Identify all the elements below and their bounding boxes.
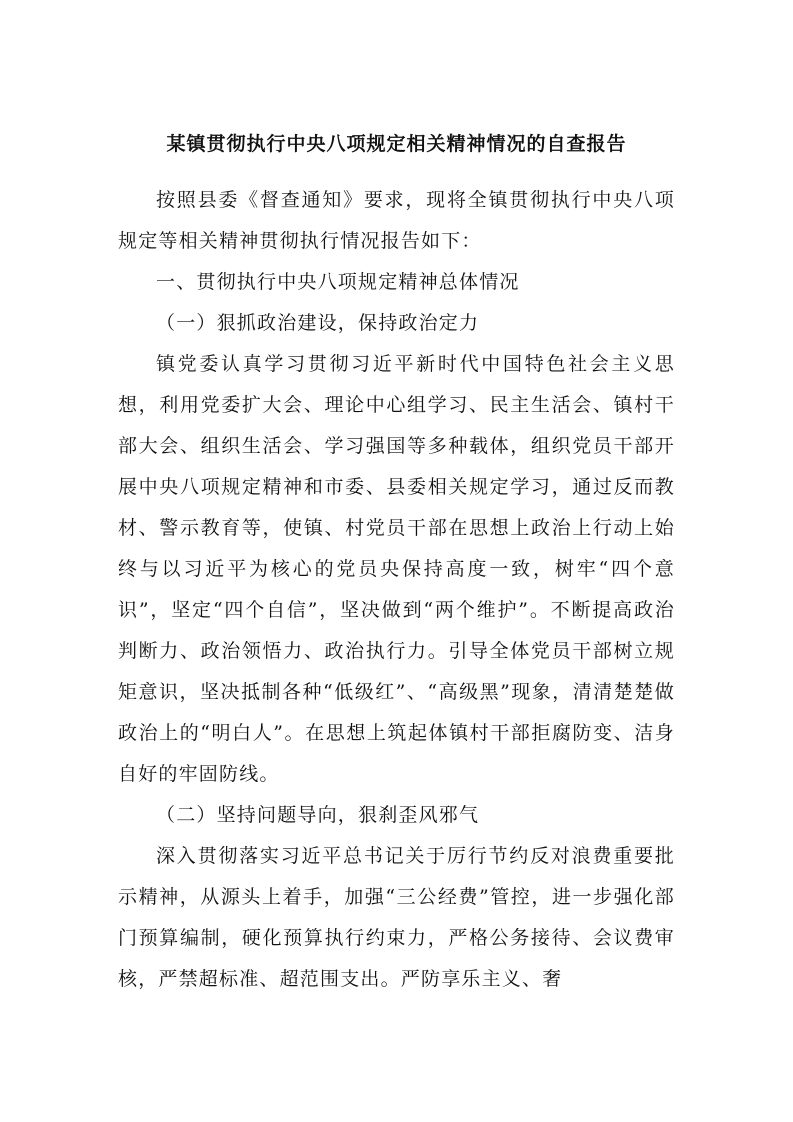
section-1-heading: 一、贯彻执行中央八项规定精神总体情况 <box>156 271 520 293</box>
intro-paragraph: 按照县委《督查通知》要求，现将全镇贯彻执行中央八项规定等相关精神贯彻执行情况报告如下： <box>118 189 675 252</box>
subsection-1-heading: （一）狠抓政治建设，保持政治定力 <box>156 312 480 334</box>
document-title: 某镇贯彻执行中央八项规定相关精神情况的自查报告 <box>166 133 627 155</box>
subsection-1-body: 镇党委认真学习贯彻习近平新时代中国特色社会主义思想，利用党委扩大会、理论中心组学习、民主生活会、镇村干部大会、组织生活会、学习强国等多种载体，组织党员干部开展中央八项规定精神和市委、县委相关规定学习，通过反而教材、警示教育等，使镇、村党员干部在思想上政治上行动上始终与以习近平为核心的党员央保持高度一致，树牢“四个意识”，坚定“四个自信”，坚决做到“两个维护”。不断提高政治判断力、政治领悟力、政治执行力。引导全体党员干部树立规矩意识，坚决抵制各种“低级红”、“高级黑”现象，清清楚楚做政治上的“明白人”。在思想上筑起体镇村干部拒腐防变、洁身自好的牢固防线。 <box>118 353 675 785</box>
subsection-2-body: 深入贯彻落实习近平总书记关于厉行节约反对浪费重要批示精神，从源头上着手，加强“三公经费”管控，进一步强化部门预算编制，硬化预算执行约束力，严格公务接待、会议费审核，严禁超标准、超范围支出。严防享乐主义、奢 <box>118 845 675 990</box>
subsection-2-heading: （二）坚持问题导向，狠刹歪风邪气 <box>156 804 480 826</box>
